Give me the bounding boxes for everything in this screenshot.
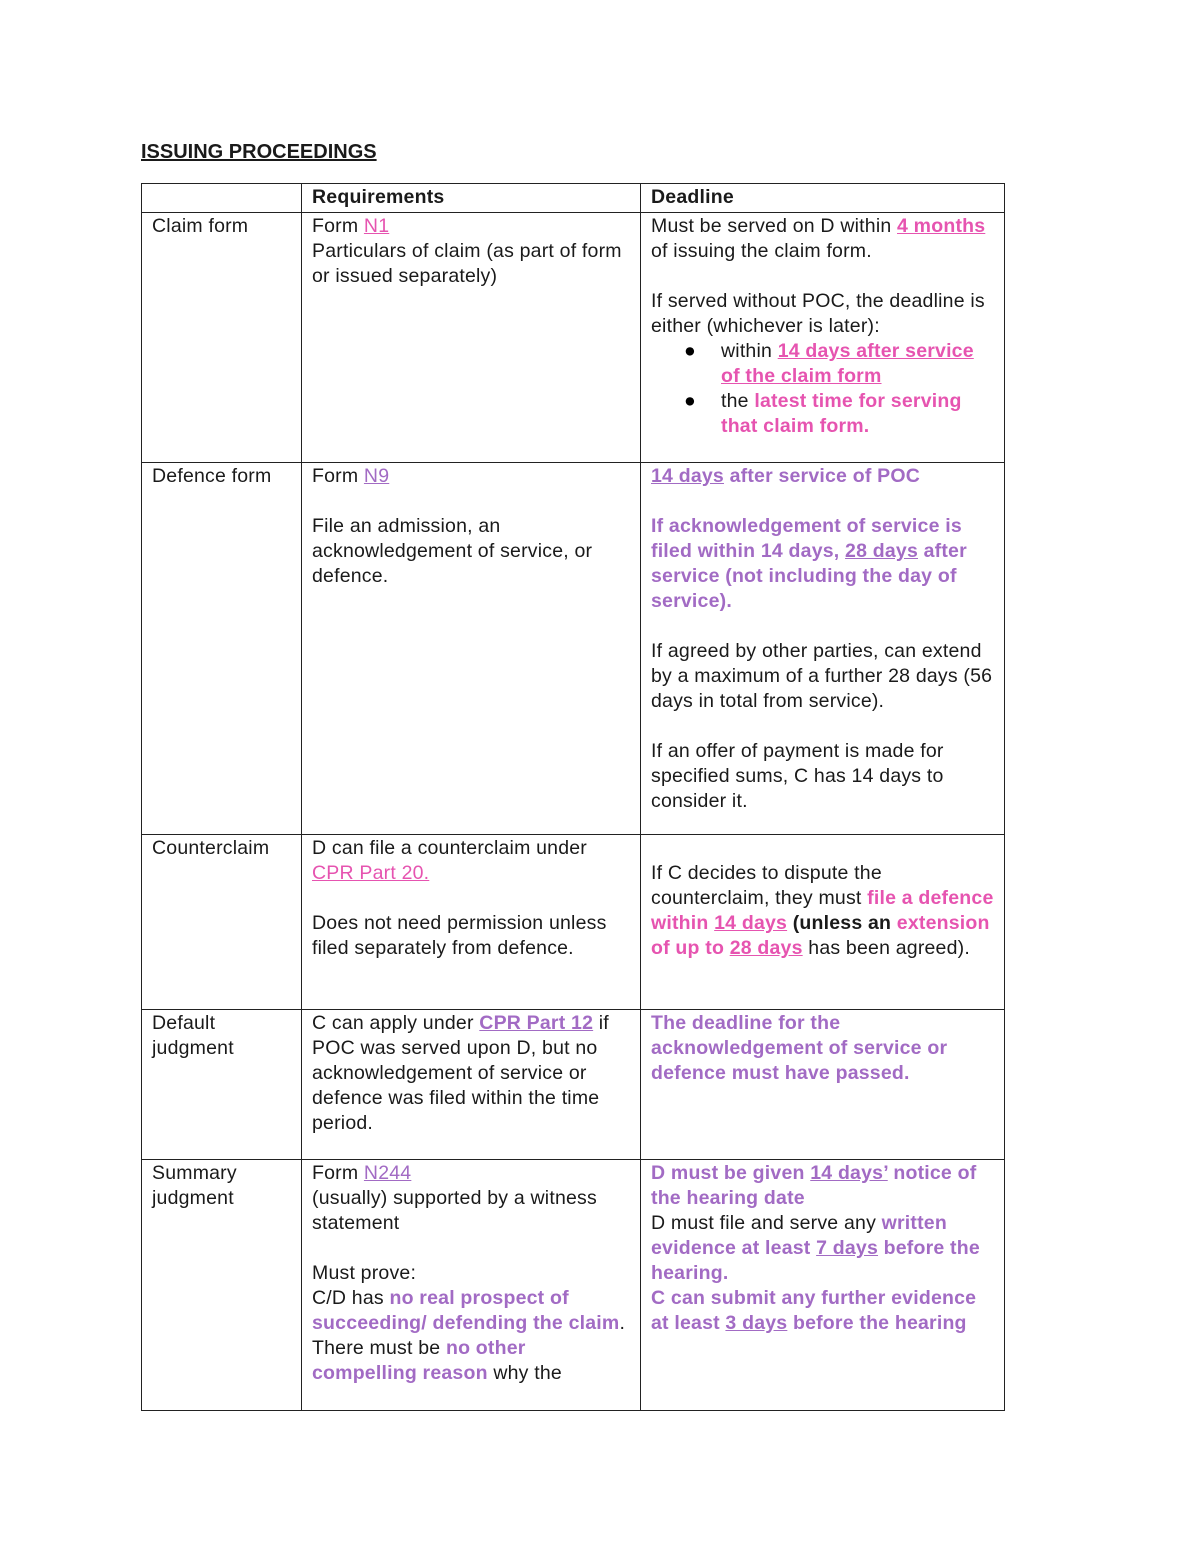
- defence-offer-text: If an offer of payment is made for specified sums, C has 14 days to consider it.: [651, 740, 944, 812]
- counterclaim-permission-text: Does not need permission unless filed separately from defence.: [312, 912, 607, 959]
- defence-form-prefix: Form: [312, 465, 364, 487]
- bullet-icon: ●: [684, 340, 696, 362]
- no-real-prospect-highlight: no real prospect of succeeding/ defending the claim: [312, 1287, 620, 1334]
- default-text: C can apply under: [312, 1012, 480, 1034]
- counterclaim-deadline-text: If C decides to dispute the counterclaim, they must: [651, 862, 882, 909]
- counterclaim-requirements-cell: [302, 835, 641, 1010]
- table-row-counterclaim: [142, 835, 1005, 1010]
- table-row-default-judgment: [142, 1010, 1005, 1160]
- defence-ack-text-end: after service (not including the day of service).: [651, 540, 967, 612]
- form-n244-link[interactable]: N244: [363, 1162, 412, 1184]
- document-title: ISSUING PROCEEDINGS: [141, 141, 377, 163]
- agreed-text: has been agreed).: [802, 937, 970, 959]
- form-n1-link[interactable]: N1: [363, 215, 390, 237]
- defence-requirements-cell: [302, 463, 641, 835]
- summary-submit-text: C can submit any further evidence at least: [651, 1287, 977, 1334]
- defence-ack-text: If acknowledgement of service is filed within 14 days,: [651, 515, 962, 562]
- extension-highlight: extension of up to: [651, 912, 990, 959]
- row-label-summary-judgment: Summary judgment: [142, 1160, 302, 1411]
- table-row-defence-form: [142, 463, 1005, 835]
- summary-no-other-text: There must be: [312, 1337, 446, 1359]
- written-evidence-highlight: written evidence at least: [651, 1212, 947, 1259]
- default-requirements-cell: [302, 1010, 641, 1160]
- cpr-part-20-link[interactable]: CPR Part 20.: [312, 862, 430, 884]
- before-hearing-highlight: before the hearing.: [651, 1237, 980, 1284]
- header-requirements: Requirements: [302, 184, 641, 213]
- row-label-counterclaim: Counterclaim: [142, 835, 302, 1010]
- default-deadline-cell: [641, 1010, 1005, 1160]
- bullet-text: within: [721, 340, 778, 362]
- summary-cd-period: .: [619, 1312, 626, 1334]
- summary-cd-text: C/D has: [312, 1287, 390, 1309]
- list-item: [684, 389, 994, 439]
- defence-requirements-text: File an admission, an acknowledgement of service, or defence.: [312, 515, 593, 587]
- summary-deadline-cell: [641, 1160, 1005, 1411]
- header-deadline: Deadline: [641, 184, 1005, 213]
- counterclaim-28-days-highlight: 28 days: [729, 937, 803, 959]
- form-n9-link[interactable]: N9: [363, 465, 390, 487]
- summary-7-days-highlight: 7 days: [816, 1237, 879, 1259]
- counterclaim-text: D can file a counterclaim under: [312, 837, 588, 859]
- summary-notice-text: D must be given: [651, 1162, 811, 1184]
- proceedings-table: [141, 183, 1005, 1411]
- counterclaim-deadline-cell: [641, 835, 1005, 1010]
- defence-deadline-cell: [641, 463, 1005, 835]
- row-label-defence-form: Defence form: [142, 463, 302, 835]
- claim-without-poc-text: If served without POC, the deadline is either (whichever is later):: [651, 290, 985, 337]
- claim-deadline-list: [651, 339, 994, 439]
- no-other-reason-highlight: no other compelling reason: [312, 1337, 526, 1384]
- fourteen-days-highlight: 14 days after service of the claim form: [721, 340, 974, 387]
- unless-text: (unless an: [787, 912, 897, 934]
- four-months-highlight: 4 months: [897, 215, 986, 237]
- cpr-part-12-link[interactable]: CPR Part 12: [479, 1012, 594, 1034]
- file-defence-highlight: file a defence within: [651, 887, 994, 934]
- claim-deadline-cell: [641, 213, 1005, 463]
- claim-deadline-text: Must be served on D within: [651, 215, 898, 237]
- claim-form-prefix: Form: [312, 215, 364, 237]
- claim-requirements-cell: [302, 213, 641, 463]
- summary-notice-text-end: notice of the hearing date: [651, 1162, 977, 1209]
- summary-form-prefix: Form: [312, 1162, 364, 1184]
- claim-deadline-text-end: of issuing the claim form.: [651, 240, 872, 262]
- claim-particulars-text: Particulars of claim (as part of form or issued separately): [312, 240, 622, 287]
- header-empty-cell: [142, 184, 302, 213]
- summary-support-text: (usually) supported by a witness statement: [312, 1187, 597, 1234]
- list-item: [684, 339, 994, 389]
- table-row-claim-form: [142, 213, 1005, 463]
- table-header-row: [142, 184, 1005, 213]
- counterclaim-14-days-highlight: 14 days: [714, 912, 788, 934]
- default-text-end: if POC was served upon D, but no acknowledgement of service or defence was filed within the time period.: [312, 1012, 609, 1134]
- default-deadline-text: The deadline for the acknowledgement of service or defence must have passed.: [651, 1012, 948, 1084]
- row-label-default-judgment: Default judgment: [142, 1010, 302, 1160]
- bullet-icon: ●: [684, 390, 696, 412]
- summary-requirements-cell: [302, 1160, 641, 1411]
- bullet-text: the: [721, 390, 755, 412]
- must-prove-text: Must prove:: [312, 1262, 417, 1284]
- table-row-summary-judgment: [142, 1160, 1005, 1411]
- defence-extension-text: If agreed by other parties, can extend by a maximum of a further 28 days (56 days in total from service).: [651, 640, 993, 712]
- defence-28-days-highlight: 28 days: [845, 540, 918, 562]
- row-label-claim-form: Claim form: [142, 213, 302, 463]
- summary-submit-text-end: before the hearing: [787, 1312, 967, 1334]
- summary-file-text: D must file and serve any: [651, 1212, 882, 1234]
- summary-14-days-highlight: 14 days’: [810, 1162, 888, 1184]
- summary-3-days-highlight: 3 days: [725, 1312, 788, 1334]
- summary-why-text: why the: [487, 1362, 562, 1384]
- defence-after-poc-text: after service of POC: [723, 465, 920, 487]
- defence-14-days-highlight: 14 days: [651, 465, 724, 487]
- latest-time-highlight: latest time for serving that claim form.: [721, 390, 962, 437]
